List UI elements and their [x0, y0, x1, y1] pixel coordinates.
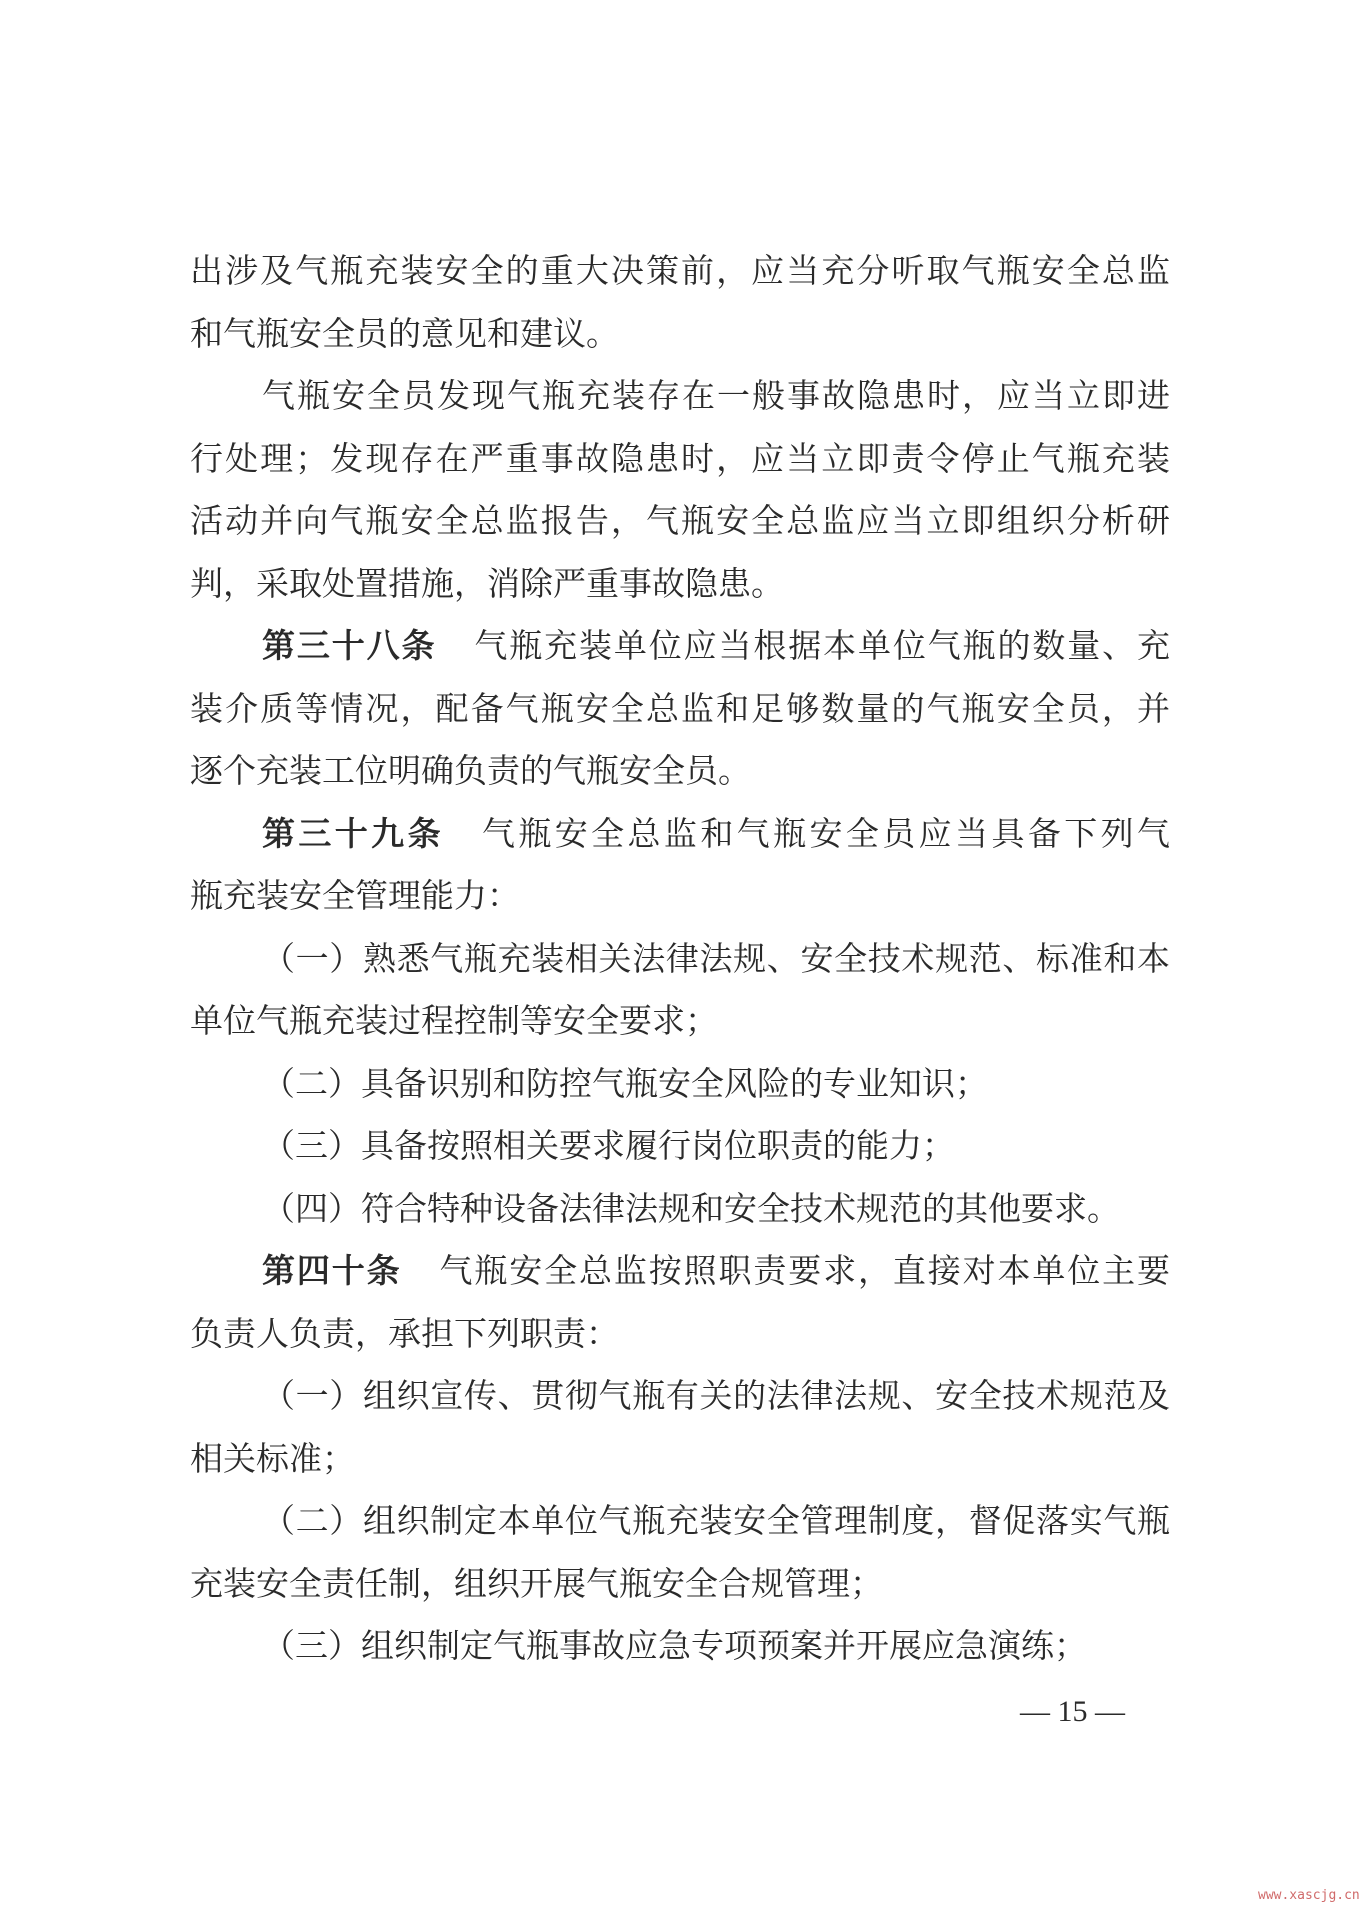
text-line [190, 553, 1170, 616]
text-line [190, 240, 1170, 303]
text-line [190, 803, 1170, 866]
line-text: （二）具备识别和防控气瓶安全风险的专业知识； [262, 1063, 988, 1103]
page-number: — 15 — [1020, 1695, 1125, 1728]
text-line [190, 615, 1170, 678]
text-line [190, 428, 1170, 491]
article-heading: 第三十九条 [262, 813, 444, 853]
text-line [190, 490, 1170, 553]
paragraph [190, 1490, 1170, 1615]
line-text: 逐个充装工位明确负责的气瓶安全员。 [190, 751, 751, 790]
text-line [190, 1490, 1170, 1553]
article-heading: 第四十条 [262, 1251, 402, 1290]
line-text: 瓶充装安全管理能力： [190, 876, 520, 915]
watermark-text: www.xascjg.cn [1258, 1888, 1360, 1903]
line-text: （一）组织宣传、贯彻气瓶有关的法律法规、安全技术规范及 [262, 1376, 1170, 1415]
paragraph [190, 365, 1170, 615]
text-line [190, 1553, 1170, 1616]
paragraph [190, 1365, 1170, 1490]
line-text: 充装安全责任制，组织开展气瓶安全合规管理； [190, 1563, 883, 1603]
line-text: （四）符合特种设备法律法规和安全技术规范的其他要求。 [262, 1188, 1120, 1228]
text-line [190, 303, 1170, 366]
paragraph [190, 1178, 1170, 1241]
line-text: 负责人负责，承担下列职责： [190, 1313, 619, 1353]
line-text: （一）熟悉气瓶充装相关法律法规、安全技术规范、标准和本 [262, 938, 1170, 978]
line-text: 气瓶安全员发现气瓶充装存在一般事故隐患时，应当立即进 [262, 376, 1170, 415]
text-line [190, 1178, 1170, 1241]
paragraph [190, 803, 1170, 928]
line-text: 出涉及气瓶充装安全的重大决策前，应当充分听取气瓶安全总监 [190, 251, 1170, 290]
line-text: 活动并向气瓶安全总监报告，气瓶安全总监应当立即组织分析研 [190, 501, 1170, 540]
line-text: （二）组织制定本单位气瓶充装安全管理制度，督促落实气瓶 [262, 1501, 1170, 1540]
paragraph [190, 928, 1170, 1053]
line-text: 相关标准； [190, 1438, 355, 1478]
line-text: 判，采取处置措施，消除严重事故隐患。 [190, 563, 784, 603]
text-line [190, 1365, 1170, 1428]
line-text: 行处理；发现存在严重事故隐患时，应当立即责令停止气瓶充装 [190, 438, 1170, 478]
text-line [190, 1303, 1170, 1366]
document-body [190, 240, 1170, 1678]
text-line [190, 1240, 1170, 1303]
text-line [190, 990, 1170, 1053]
paragraph [190, 615, 1170, 803]
line-text: 气瓶安全总监按照职责要求，直接对本单位主要 [439, 1251, 1170, 1290]
paragraph [190, 1053, 1170, 1116]
line-text: 单位气瓶充装过程控制等安全要求； [190, 1001, 718, 1040]
text-line [190, 928, 1170, 991]
text-line [190, 865, 1170, 928]
paragraph [190, 240, 1170, 365]
text-line [190, 1115, 1170, 1178]
text-line [190, 1053, 1170, 1116]
line-text: （三）具备按照相关要求履行岗位职责的能力； [262, 1126, 955, 1165]
text-line [190, 1428, 1170, 1491]
paragraph [190, 1240, 1170, 1365]
text-line [190, 678, 1170, 741]
text-line [190, 1615, 1170, 1678]
line-text: 装介质等情况，配备气瓶安全总监和足够数量的气瓶安全员，并 [190, 688, 1170, 728]
paragraph [190, 1615, 1170, 1678]
line-text: （三）组织制定气瓶事故应急专项预案并开展应急演练； [262, 1626, 1087, 1665]
line-text: 气瓶充装单位应当根据本单位气瓶的数量、充 [474, 626, 1170, 665]
line-text: 气瓶安全总监和气瓶安全员应当具备下列气 [481, 813, 1171, 853]
text-line [190, 365, 1170, 428]
text-line [190, 740, 1170, 803]
line-text: 和气瓶安全员的意见和建议。 [190, 313, 619, 353]
article-heading: 第三十八条 [262, 626, 437, 665]
paragraph [190, 1115, 1170, 1178]
